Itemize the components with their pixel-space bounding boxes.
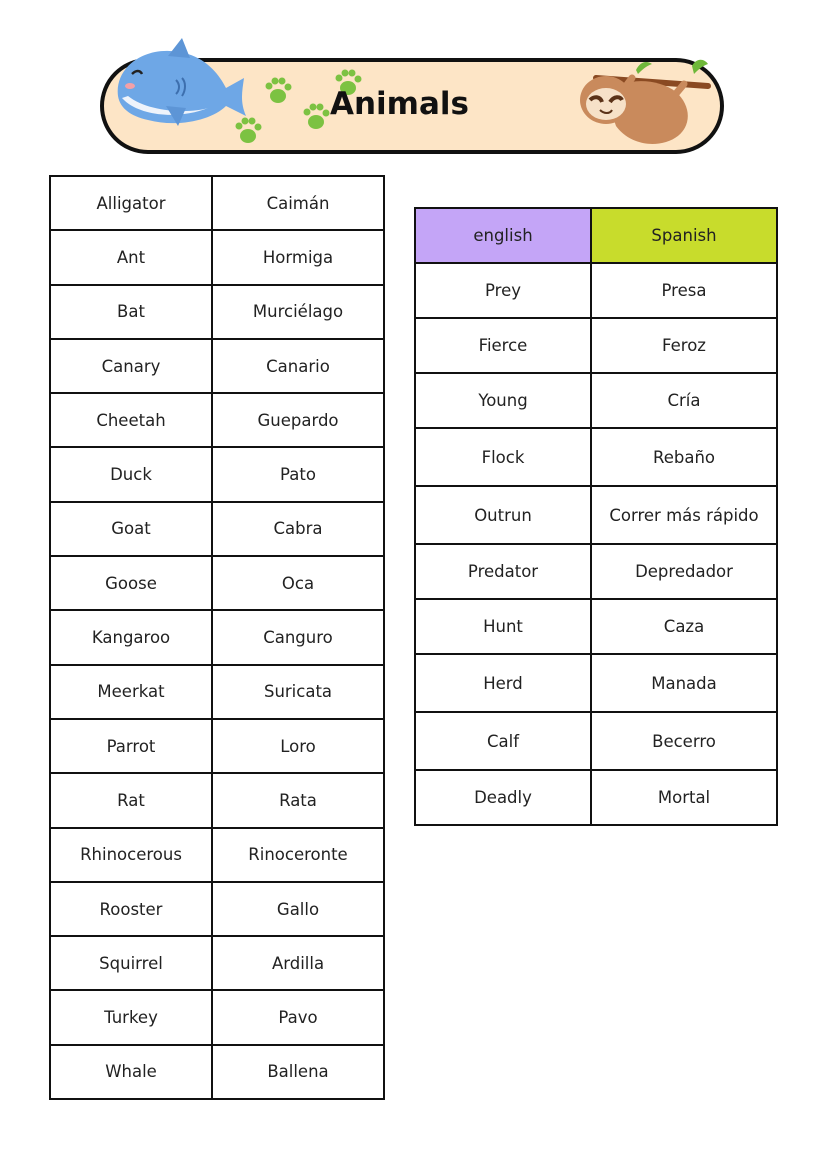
english-word-cell: Herd [415,654,591,712]
english-word-cell: Parrot [50,719,212,773]
table-row [415,599,777,654]
table-row [50,773,384,827]
table-row [50,393,384,447]
english-word-cell: Bat [50,285,212,339]
spanish-word-cell: Correr más rápido [591,486,777,544]
spanish-word-cell: Presa [591,263,777,318]
table-row [50,719,384,773]
spanish-word-cell: Murciélago [212,285,384,339]
table-row [50,610,384,664]
table-row [50,556,384,610]
table-row [50,936,384,990]
table-row [415,544,777,599]
table-row [415,373,777,428]
spanish-word-cell: Canario [212,339,384,393]
spanish-word-cell: Gallo [212,882,384,936]
english-word-cell: Prey [415,263,591,318]
table-row [50,447,384,501]
english-word-cell: Calf [415,712,591,770]
terms-table-body [415,263,777,825]
table-row [50,828,384,882]
table-row [415,263,777,318]
spanish-word-cell: Loro [212,719,384,773]
spanish-word-cell: Rebaño [591,428,777,486]
table-row [50,882,384,936]
page-title: Animals [330,86,469,122]
spanish-word-cell: Ballena [212,1045,384,1099]
english-word-cell: Ant [50,230,212,284]
table-row [50,339,384,393]
english-word-cell: Fierce [415,318,591,373]
english-word-cell: Kangaroo [50,610,212,664]
vocab-table-body [50,176,384,1099]
table-row [415,770,777,825]
english-word-cell: Meerkat [50,665,212,719]
english-word-cell: Deadly [415,770,591,825]
spanish-word-cell: Guepardo [212,393,384,447]
english-word-cell: Turkey [50,990,212,1044]
table-row [415,486,777,544]
english-word-cell: Duck [50,447,212,501]
animal-vocab-table [49,175,385,1100]
spanish-word-cell: Mortal [591,770,777,825]
shark-icon [108,36,250,132]
spanish-word-cell: Manada [591,654,777,712]
english-word-cell: Canary [50,339,212,393]
spanish-word-cell: Feroz [591,318,777,373]
english-word-cell: Flock [415,428,591,486]
header-spanish: Spanish [591,208,777,263]
spanish-word-cell: Pavo [212,990,384,1044]
spanish-word-cell: Cría [591,373,777,428]
english-word-cell: Rooster [50,882,212,936]
english-word-cell: Outrun [415,486,591,544]
english-word-cell: Rat [50,773,212,827]
table-row [50,665,384,719]
spanish-word-cell: Oca [212,556,384,610]
spanish-word-cell: Pato [212,447,384,501]
table-row [50,285,384,339]
sloth-icon [566,56,716,156]
spanish-word-cell: Canguro [212,610,384,664]
english-word-cell: Whale [50,1045,212,1099]
header-english: english [415,208,591,263]
spanish-word-cell: Caza [591,599,777,654]
terms-header-row [415,208,777,263]
spanish-word-cell: Rinoceronte [212,828,384,882]
english-word-cell: Goose [50,556,212,610]
english-word-cell: Predator [415,544,591,599]
english-word-cell: Young [415,373,591,428]
table-row [50,990,384,1044]
english-word-cell: Rhinocerous [50,828,212,882]
spanish-word-cell: Caimán [212,176,384,230]
table-row [415,428,777,486]
table-row [415,712,777,770]
spanish-word-cell: Becerro [591,712,777,770]
spanish-word-cell: Rata [212,773,384,827]
english-word-cell: Goat [50,502,212,556]
table-row [415,654,777,712]
table-row [50,176,384,230]
table-row [50,230,384,284]
english-word-cell: Hunt [415,599,591,654]
english-word-cell: Alligator [50,176,212,230]
spanish-word-cell: Hormiga [212,230,384,284]
spanish-word-cell: Suricata [212,665,384,719]
english-word-cell: Squirrel [50,936,212,990]
table-row [50,502,384,556]
english-word-cell: Cheetah [50,393,212,447]
spanish-word-cell: Ardilla [212,936,384,990]
animal-terms-table [414,207,778,826]
table-row [50,1045,384,1099]
spanish-word-cell: Cabra [212,502,384,556]
table-row [415,318,777,373]
spanish-word-cell: Depredador [591,544,777,599]
